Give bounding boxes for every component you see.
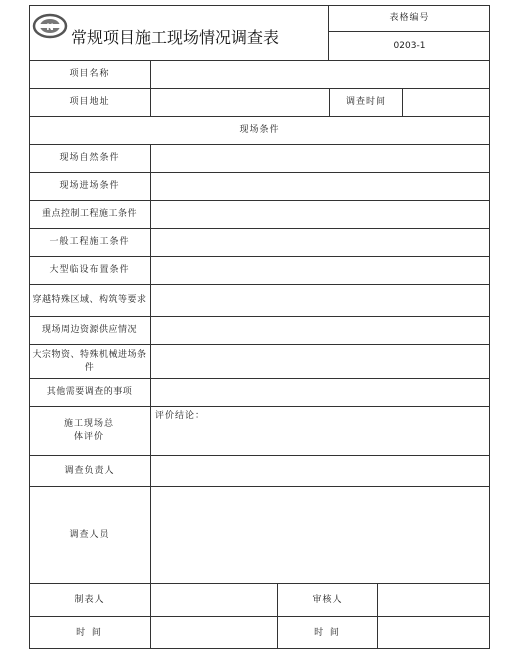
condition-field[interactable] xyxy=(151,317,490,344)
reviewer-time-field[interactable] xyxy=(378,617,490,649)
overall-evaluation-label: 施工现场总体评价 xyxy=(63,419,114,442)
condition-field[interactable] xyxy=(151,229,490,256)
survey-time-label: 调查时间 xyxy=(345,97,386,107)
section-title: 现场条件 xyxy=(239,125,280,135)
project-name-field[interactable] xyxy=(151,61,490,88)
condition-field[interactable] xyxy=(151,201,490,228)
survey-time-field[interactable] xyxy=(403,89,490,116)
form-number-value: 0203-1 xyxy=(393,40,426,51)
reviewer-time-label: 时 间 xyxy=(314,627,341,638)
evaluation-field[interactable] xyxy=(151,423,490,455)
surveyors-field[interactable] xyxy=(151,487,490,583)
survey-form xyxy=(29,5,490,649)
survey-leader-label: 调查负责人 xyxy=(64,465,115,476)
company-logo xyxy=(32,13,68,39)
evaluation-conclusion-label: 评价结论： xyxy=(155,410,206,421)
condition-field[interactable] xyxy=(151,145,490,172)
condition-label: 大型临设布置条件 xyxy=(49,265,130,275)
condition-field[interactable] xyxy=(151,257,490,284)
reviewer-label: 审核人 xyxy=(312,594,343,605)
condition-field[interactable] xyxy=(151,379,490,406)
preparer-time-field[interactable] xyxy=(151,617,277,649)
form-title: 常规项目施工现场情况调查表 xyxy=(71,28,280,47)
svg-text:N: N xyxy=(46,23,54,33)
condition-label: 其他需要调查的事项 xyxy=(46,387,133,397)
condition-label: 现场进场条件 xyxy=(59,181,120,191)
project-name-label: 项目名称 xyxy=(69,69,110,79)
preparer-field[interactable] xyxy=(151,584,277,616)
condition-field[interactable] xyxy=(151,285,490,316)
preparer-label: 制表人 xyxy=(74,594,105,605)
survey-leader-field[interactable] xyxy=(151,456,490,486)
condition-label: 重点控制工程施工条件 xyxy=(41,209,137,219)
condition-label: 现场周边资源供应情况 xyxy=(41,325,137,335)
condition-field[interactable] xyxy=(151,345,490,378)
condition-label: 大宗物资、特殊机械进场条件 xyxy=(32,349,147,373)
condition-label: 一般工程施工条件 xyxy=(49,237,130,247)
reviewer-field[interactable] xyxy=(378,584,490,616)
project-address-label: 项目地址 xyxy=(69,97,110,107)
surveyors-label: 调查人员 xyxy=(69,529,110,540)
condition-label: 穿越特殊区域、构筑等要求 xyxy=(32,295,147,305)
condition-label: 现场自然条件 xyxy=(59,153,120,163)
condition-field[interactable] xyxy=(151,173,490,200)
project-address-field[interactable] xyxy=(151,89,329,116)
form-number-label: 表格编号 xyxy=(389,12,430,23)
preparer-time-label: 时 间 xyxy=(76,627,103,638)
